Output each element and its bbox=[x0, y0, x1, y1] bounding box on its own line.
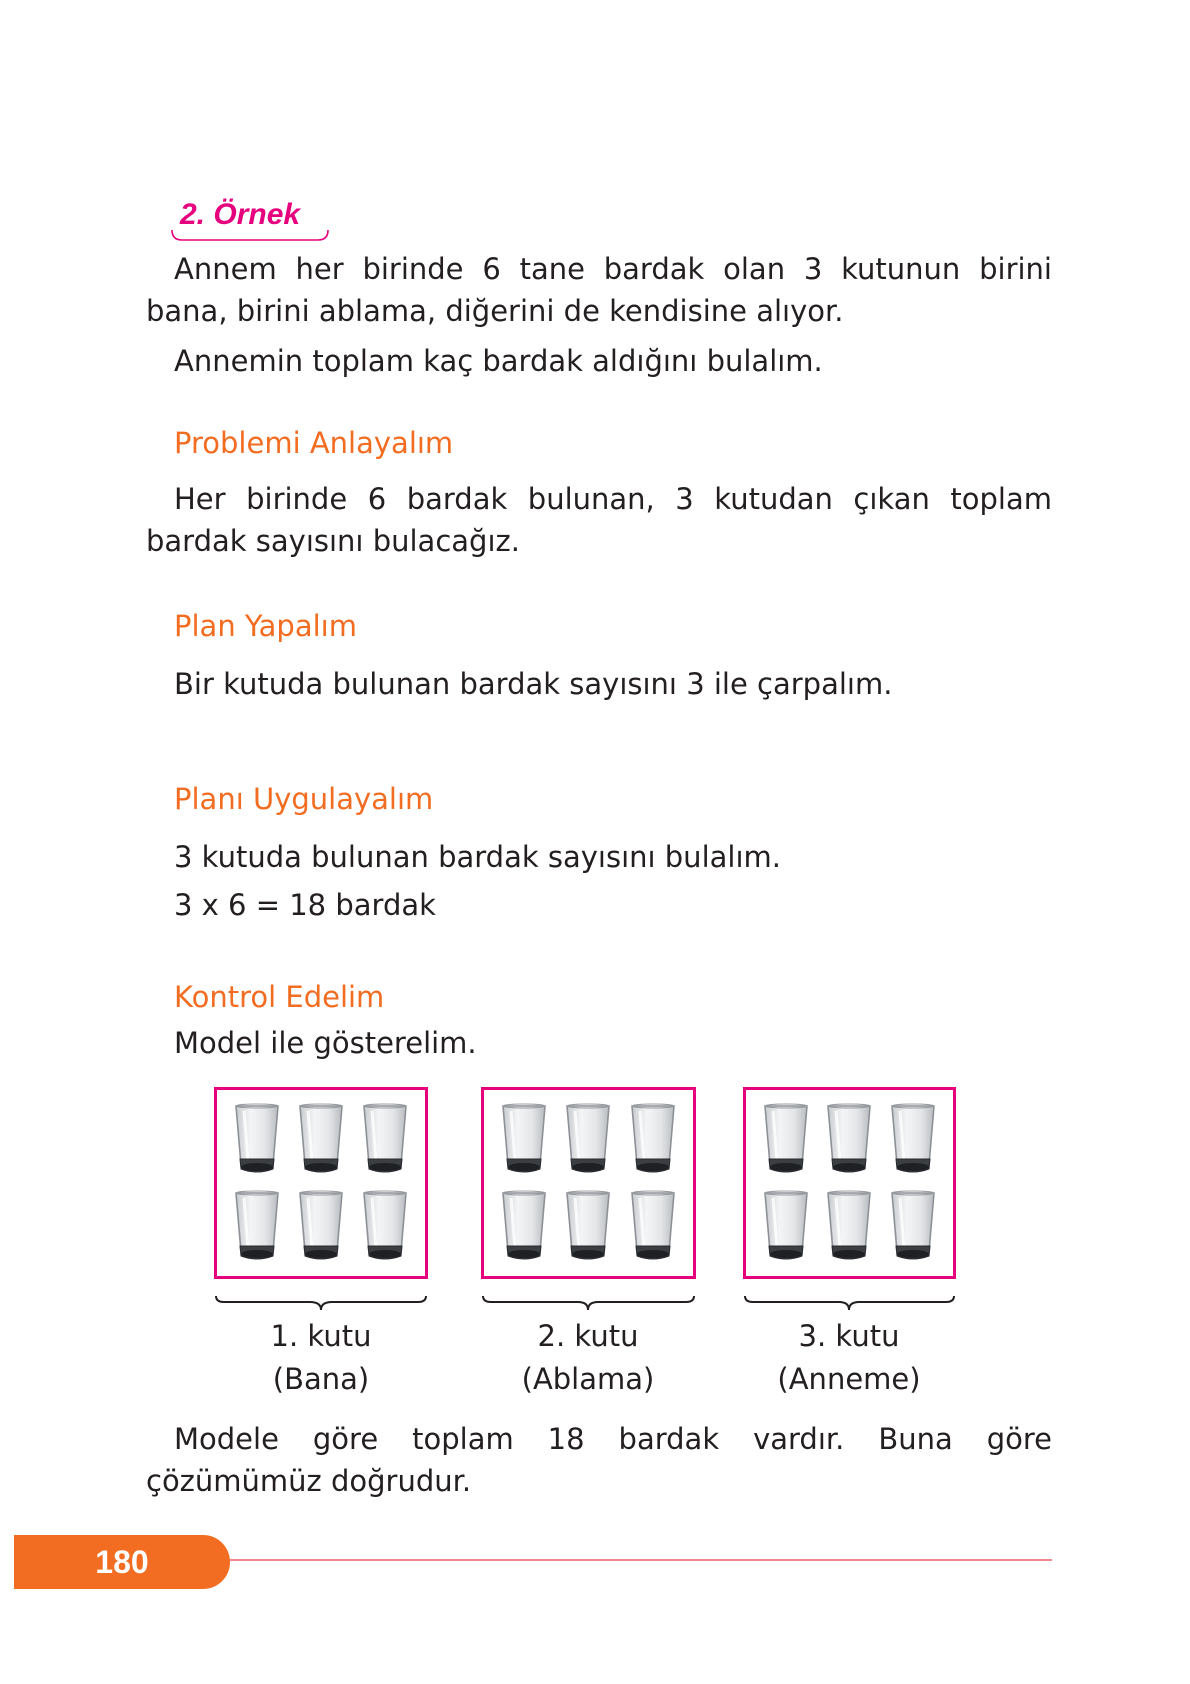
glass-icon bbox=[297, 1103, 345, 1177]
glass-icon bbox=[564, 1190, 612, 1264]
brace-box-3 bbox=[743, 1294, 956, 1314]
box-3 bbox=[743, 1087, 956, 1279]
section-text-understand: Her birinde 6 bardak bulunan, 3 kutudan çıkan toplam bardak sayısını bulacağız. bbox=[146, 482, 1052, 558]
glass-icon bbox=[233, 1103, 281, 1177]
problem-question: Annemin toplam kaç bardak aldığını bulalım. bbox=[174, 344, 823, 378]
glass-icon bbox=[825, 1190, 873, 1264]
section-heading-apply: Planı Uygulayalım bbox=[174, 782, 434, 816]
section-heading-check: Kontrol Edelim bbox=[174, 980, 385, 1014]
section-heading-understand: Problemi Anlayalım bbox=[174, 426, 454, 460]
box-1 bbox=[214, 1087, 428, 1279]
section-heading-plan: Plan Yapalım bbox=[174, 609, 357, 643]
caption-label: 2. kutu bbox=[537, 1319, 639, 1353]
glass-icon bbox=[564, 1103, 612, 1177]
caption-box-2 bbox=[478, 1315, 698, 1401]
glass-icon bbox=[297, 1190, 345, 1264]
glass-icon bbox=[361, 1190, 409, 1264]
glass-icon bbox=[500, 1103, 548, 1177]
caption-owner: (Ablama) bbox=[521, 1362, 655, 1396]
brace-box-1 bbox=[214, 1294, 428, 1314]
footer-rule bbox=[230, 1559, 1052, 1561]
glass-icon bbox=[629, 1190, 677, 1264]
glass-icon bbox=[825, 1103, 873, 1177]
conclusion-paragraph: Modele göre toplam 18 bardak vardır. Buna göre çözümümüz doğrudur. bbox=[146, 1422, 1052, 1498]
glass-icon bbox=[233, 1190, 281, 1264]
section-text-apply-equation: 3 x 6 = 18 bardak bbox=[174, 888, 436, 922]
example-title-bracket bbox=[170, 228, 330, 242]
section-text-plan: Bir kutuda bulunan bardak sayısını 3 ile çarpalım. bbox=[174, 667, 893, 701]
brace-box-2 bbox=[481, 1294, 696, 1314]
glass-icon bbox=[762, 1103, 810, 1177]
glass-icon bbox=[361, 1103, 409, 1177]
example-title: 2. Örnek bbox=[180, 198, 301, 231]
caption-label: 1. kutu bbox=[270, 1319, 372, 1353]
caption-owner: (Bana) bbox=[272, 1362, 370, 1396]
page-number: 180 bbox=[95, 1543, 149, 1580]
glass-icon bbox=[762, 1190, 810, 1264]
caption-owner: (Anneme) bbox=[777, 1362, 921, 1396]
glass-icon bbox=[889, 1103, 937, 1177]
problem-paragraph: Annem her birinde 6 tane bardak olan 3 kutunun birini bana, birini ablama, diğerini de kendisine alıyor. bbox=[146, 252, 1052, 328]
section-text-check: Model ile gösterelim. bbox=[174, 1026, 477, 1060]
page-number-tab bbox=[14, 1535, 230, 1589]
glass-icon bbox=[889, 1190, 937, 1264]
glass-icon bbox=[500, 1190, 548, 1264]
section-text-apply-line1: 3 kutuda bulunan bardak sayısını bulalım. bbox=[174, 840, 781, 874]
caption-label: 3. kutu bbox=[798, 1319, 900, 1353]
caption-box-1 bbox=[211, 1315, 431, 1401]
caption-box-3 bbox=[739, 1315, 959, 1401]
box-2 bbox=[481, 1087, 696, 1279]
glass-icon bbox=[629, 1103, 677, 1177]
